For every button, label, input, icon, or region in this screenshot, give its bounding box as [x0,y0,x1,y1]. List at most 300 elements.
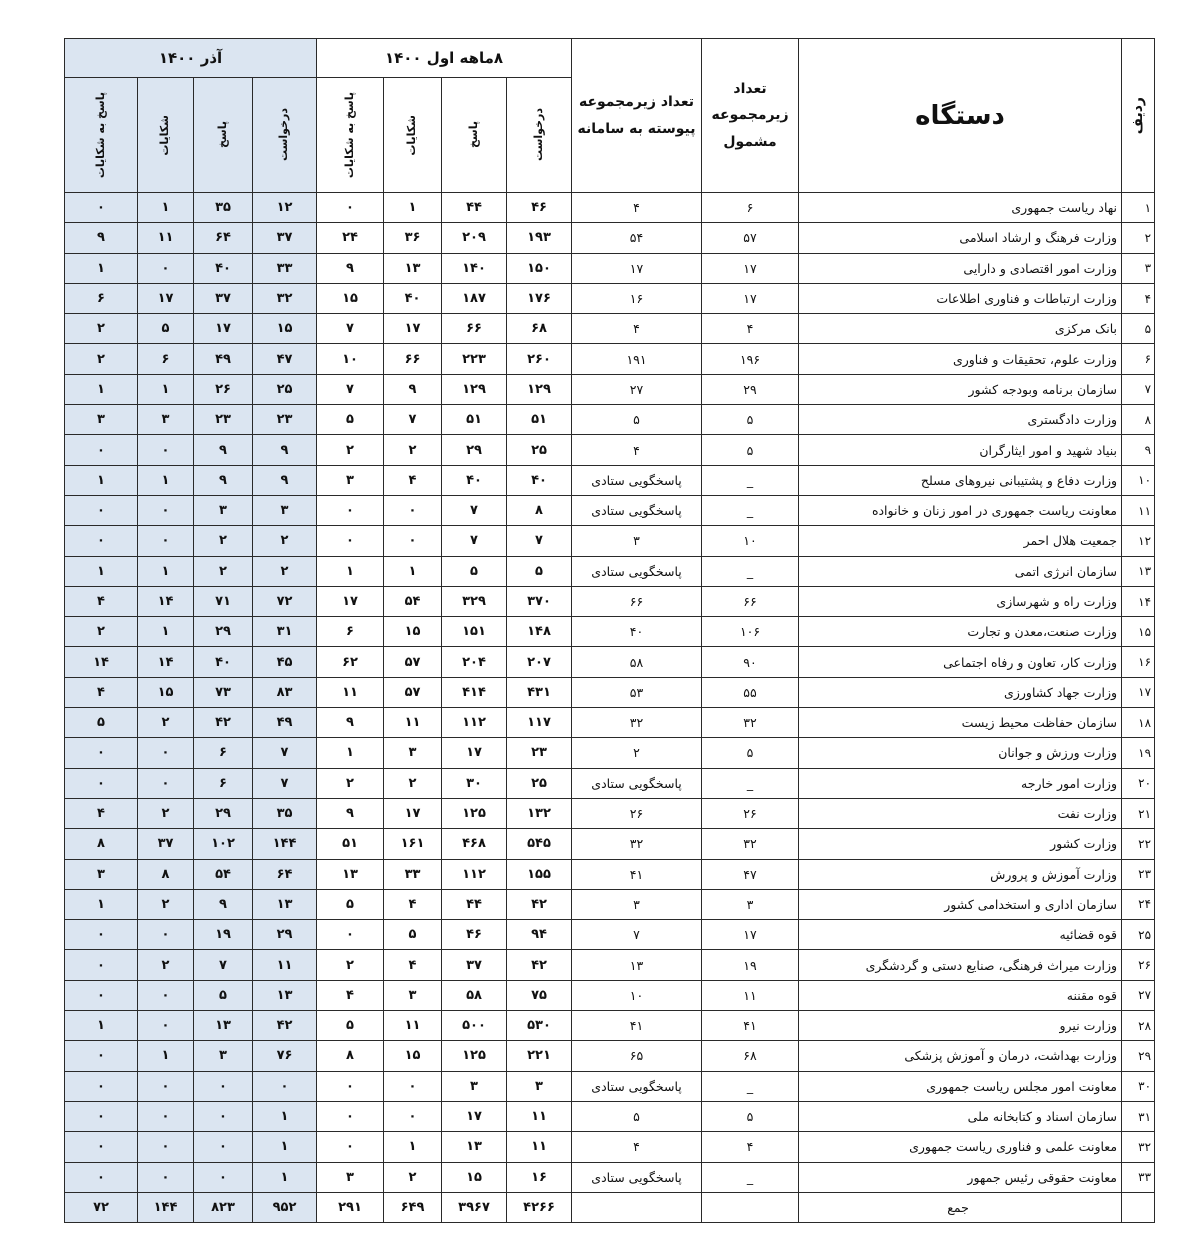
g2-pasokh-cell: ۴۲ [194,708,253,738]
sub-peyvaste-cell: ۱۳ [572,950,702,980]
g2-darkhast-cell: ۲ [253,526,317,556]
sub-mashmool-cell: _ [702,556,799,586]
sub-mashmool-cell: ۲۶ [702,798,799,828]
total-peyvaste-cell [572,1192,702,1222]
g2-pasokh-cell: ۳۵ [194,193,253,223]
g2-darkhast-cell: ۹ [253,465,317,495]
g1-pasokh-cell: ۱۱۲ [442,708,507,738]
dastgah-name-cell: وزارت امور اقتصادی و دارایی [799,253,1122,283]
g2-shekayat-cell: ۰ [138,1101,194,1131]
g1-pasokh-cell: ۲۲۳ [442,344,507,374]
g2-shekayat-cell: ۳ [138,405,194,435]
g2-pasokh-shekayat-cell: ۲ [65,344,138,374]
g2-shekayat-cell: ۰ [138,253,194,283]
g1-darkhast-cell: ۴۶ [507,193,572,223]
dastgah-name-cell: وزارت راه و شهرسازی [799,586,1122,616]
table-row [65,223,1155,253]
g1-shekayat-cell: ۲ [384,768,442,798]
g2-darkhast-cell: ۴۷ [253,344,317,374]
g2-pasokh-shekayat-cell: ۳ [65,859,138,889]
table-body [65,193,1155,1193]
g1-pasokh-cell: ۱۱۲ [442,859,507,889]
g1-pasokh-shekayat-cell: ۱۷ [317,586,384,616]
sub-mashmool-header: تعداد زیرمجموعه مشمول [702,39,799,193]
sub-mashmool-cell: ۱۹ [702,950,799,980]
g1-shekayat-cell: ۴ [384,950,442,980]
table-row [65,798,1155,828]
g2-darkhast-cell: ۷ [253,738,317,768]
sub-mashmool-cell: ۳۲ [702,708,799,738]
table-row [65,253,1155,283]
g2-darkhast-cell: ۳۵ [253,798,317,828]
sub-mashmool-cell: ۱۰۶ [702,617,799,647]
sub-mashmool-cell: ۴ [702,1132,799,1162]
g2-pasokh-shekayat-cell: ۰ [65,980,138,1010]
table-row [65,617,1155,647]
g2-darkhast-cell: ۳ [253,495,317,525]
table-row [65,768,1155,798]
g1-shekayat-cell: ۱۷ [384,798,442,828]
g2-pasokh-cell: ۰ [194,1071,253,1101]
g2-pasokh-shekayat-cell: ۰ [65,738,138,768]
report-table [64,38,1155,1223]
g1-shekayat-cell: ۱۱ [384,708,442,738]
g2-pasokh-cell: ۳۷ [194,283,253,313]
g2-pasokh-cell: ۰ [194,1162,253,1192]
g2-pasokh-cell: ۹ [194,435,253,465]
g2-shekayat-header: شکایات [138,78,194,193]
dastgah-header: دستگاه [799,39,1122,193]
g1-pasokh-shekayat-cell: ۹ [317,708,384,738]
sub-peyvaste-cell: ۵ [572,1101,702,1131]
g1-shekayat-cell: ۱۵ [384,617,442,647]
dastgah-name-cell: وزارت جهاد کشاورزی [799,677,1122,707]
g1-darkhast-cell: ۲۳ [507,738,572,768]
g2-darkhast-cell: ۴۲ [253,1011,317,1041]
sub-peyvaste-cell: ۷ [572,920,702,950]
sub-peyvaste-cell: ۴ [572,314,702,344]
g2-shekayat-cell: ۱۴ [138,647,194,677]
g2-shekayat-cell: ۳۷ [138,829,194,859]
radif-cell: ۲۸ [1122,1011,1155,1041]
g2-shekayat-cell: ۶ [138,344,194,374]
g1-darkhast-cell: ۴۰ [507,465,572,495]
dastgah-name-cell: وزارت میراث فرهنگی، صنایع دستی و گردشگری [799,950,1122,980]
g1-darkhast-cell: ۳۷۰ [507,586,572,616]
dastgah-name-cell: وزارت بهداشت، درمان و آموزش پزشکی [799,1041,1122,1071]
sub-peyvaste-cell: ۴ [572,193,702,223]
g2-pasokh-shekayat-cell: ۴ [65,798,138,828]
group-header-8month: ۸ماهه اول ۱۴۰۰ [317,39,572,78]
sub-mashmool-cell: _ [702,465,799,495]
g1-pasokh-shekayat-cell: ۳ [317,1162,384,1192]
table-row [65,465,1155,495]
g2-darkhast-cell: ۱۴۴ [253,829,317,859]
g2-darkhast-cell: ۷۶ [253,1041,317,1071]
g2-darkhast-cell: ۲ [253,556,317,586]
sub-peyvaste-cell: ۱۹۱ [572,344,702,374]
radif-cell: ۱۱ [1122,495,1155,525]
dastgah-name-cell: معاونت علمی و فناوری ریاست جمهوری [799,1132,1122,1162]
sub-mashmool-cell: ۱۰ [702,526,799,556]
total-label: جمع [799,1192,1122,1222]
g2-pasokh-cell: ۱۰۲ [194,829,253,859]
g2-shekayat-cell: ۰ [138,920,194,950]
sub-mashmool-cell: ۵۵ [702,677,799,707]
g2-shekayat-cell: ۰ [138,435,194,465]
dastgah-name-cell: وزارت دفاع و پشتیبانی نیروهای مسلح [799,465,1122,495]
sub-mashmool-cell: _ [702,1071,799,1101]
g1-pasokh-cell: ۳۷ [442,950,507,980]
dastgah-name-cell: سازمان اداری و استخدامی کشور [799,889,1122,919]
g2-pasokh-cell: ۲ [194,556,253,586]
g1-shekayat-cell: ۹ [384,374,442,404]
g2-pasokh-shekayat-cell: ۱ [65,374,138,404]
g1-shekayat-cell: ۱۵ [384,1041,442,1071]
radif-cell: ۱۴ [1122,586,1155,616]
g2-darkhast-cell: ۱۳ [253,980,317,1010]
sub-peyvaste-cell: پاسخگویی ستادی [572,465,702,495]
radif-cell: ۱۸ [1122,708,1155,738]
total-g1-pasokh: ۳۹۶۷ [442,1192,507,1222]
g1-pasokh-shekayat-cell: ۰ [317,920,384,950]
g1-darkhast-cell: ۵۳۰ [507,1011,572,1041]
g1-pasokh-shekayat-cell: ۹ [317,798,384,828]
sub-peyvaste-cell: پاسخگویی ستادی [572,495,702,525]
sub-mashmool-cell: ۶۶ [702,586,799,616]
g2-shekayat-cell: ۱۱ [138,223,194,253]
report-table-container [64,38,1154,1223]
g1-darkhast-cell: ۱۳۲ [507,798,572,828]
g1-darkhast-cell: ۱۵۵ [507,859,572,889]
g1-pasokh-cell: ۵۱ [442,405,507,435]
g1-darkhast-cell: ۱۶ [507,1162,572,1192]
sub-peyvaste-cell: ۱۶ [572,283,702,313]
sub-peyvaste-cell: ۵۴ [572,223,702,253]
g2-pasokh-cell: ۷۳ [194,677,253,707]
sub-mashmool-cell: ۴۱ [702,1011,799,1041]
g1-pasokh-cell: ۴۶۸ [442,829,507,859]
g1-shekayat-cell: ۱۱ [384,1011,442,1041]
radif-cell: ۷ [1122,374,1155,404]
group-header-azar: آذر ۱۴۰۰ [65,39,317,78]
g1-darkhast-cell: ۴۳۱ [507,677,572,707]
g1-pasokh-header: پاسخ [442,78,507,193]
sub-peyvaste-cell: ۳ [572,889,702,919]
g2-shekayat-cell: ۱۵ [138,677,194,707]
g2-pasokh-shekayat-cell: ۱۴ [65,647,138,677]
g1-pasokh-cell: ۳۰ [442,768,507,798]
sub-mashmool-cell: ۲۹ [702,374,799,404]
g2-pasokh-shekayat-cell: ۹ [65,223,138,253]
g1-pasokh-cell: ۶۶ [442,314,507,344]
dastgah-name-cell: وزارت ورزش و جوانان [799,738,1122,768]
sub-mashmool-cell: ۵۷ [702,223,799,253]
g2-shekayat-cell: ۵ [138,314,194,344]
total-g2-pasokh: ۸۲۳ [194,1192,253,1222]
table-row [65,859,1155,889]
g1-shekayat-cell: ۱ [384,193,442,223]
g2-pasokh-shekayat-cell: ۵ [65,708,138,738]
g2-shekayat-cell: ۲ [138,950,194,980]
g1-darkhast-cell: ۷۵ [507,980,572,1010]
table-row [65,314,1155,344]
table-row [65,283,1155,313]
dastgah-name-cell: قوه قضائیه [799,920,1122,950]
total-g2-pasokh-shekayat: ۷۲ [65,1192,138,1222]
sub-peyvaste-cell: ۶۵ [572,1041,702,1071]
dastgah-name-cell: سازمان حفاظت محیط زیست [799,708,1122,738]
table-row [65,193,1155,223]
g2-shekayat-cell: ۱ [138,617,194,647]
g2-darkhast-cell: ۱۲ [253,193,317,223]
radif-cell: ۳۳ [1122,1162,1155,1192]
table-row [65,344,1155,374]
dastgah-name-cell: وزارت نیرو [799,1011,1122,1041]
g2-pasokh-cell: ۷ [194,950,253,980]
g1-pasokh-cell: ۴۶ [442,920,507,950]
g1-shekayat-cell: ۵ [384,920,442,950]
g1-shekayat-cell: ۴ [384,889,442,919]
g2-darkhast-cell: ۶۴ [253,859,317,889]
g1-pasokh-shekayat-cell: ۰ [317,1132,384,1162]
g2-shekayat-cell: ۱۴ [138,586,194,616]
sub-mashmool-cell: ۱۹۶ [702,344,799,374]
sub-mashmool-cell: ۴ [702,314,799,344]
g2-darkhast-cell: ۳۳ [253,253,317,283]
g2-shekayat-cell: ۱ [138,374,194,404]
sub-peyvaste-cell: ۴ [572,1132,702,1162]
g1-darkhast-cell: ۷ [507,526,572,556]
table-row [65,556,1155,586]
table-row [65,980,1155,1010]
g1-darkhast-cell: ۵۴۵ [507,829,572,859]
g1-darkhast-cell: ۴۲ [507,889,572,919]
sub-peyvaste-cell: ۵۳ [572,677,702,707]
dastgah-name-cell: سازمان برنامه وبودجه کشور [799,374,1122,404]
g2-darkhast-cell: ۹ [253,435,317,465]
g1-pasokh-shekayat-cell: ۵ [317,1011,384,1041]
g1-pasokh-shekayat-cell: ۱۳ [317,859,384,889]
g2-darkhast-cell: ۱ [253,1101,317,1131]
g2-shekayat-cell: ۱ [138,556,194,586]
g2-pasokh-cell: ۲۹ [194,617,253,647]
sub-peyvaste-cell: ۲ [572,738,702,768]
g2-pasokh-cell: ۴۰ [194,647,253,677]
sub-mashmool-cell: ۵ [702,1101,799,1131]
g2-pasokh-cell: ۱۳ [194,1011,253,1041]
g1-pasokh-cell: ۴۱۴ [442,677,507,707]
sub-peyvaste-cell: ۱۷ [572,253,702,283]
g2-pasokh-shekayat-cell: ۸ [65,829,138,859]
g2-pasokh-cell: ۹ [194,889,253,919]
radif-cell: ۶ [1122,344,1155,374]
g1-pasokh-shekayat-cell: ۲۴ [317,223,384,253]
g1-pasokh-cell: ۲۹ [442,435,507,465]
dastgah-name-cell: بانک مرکزی [799,314,1122,344]
g2-pasokh-shekayat-cell: ۰ [65,435,138,465]
g1-pasokh-cell: ۱۷ [442,738,507,768]
table-row [65,738,1155,768]
g1-pasokh-shekayat-cell: ۱ [317,738,384,768]
g2-darkhast-cell: ۱۳ [253,889,317,919]
g1-pasokh-cell: ۷ [442,495,507,525]
g1-pasokh-cell: ۱۸۷ [442,283,507,313]
g2-pasokh-shekayat-cell: ۱ [65,1011,138,1041]
dastgah-name-cell: وزارت فرهنگ و ارشاد اسلامی [799,223,1122,253]
g2-shekayat-cell: ۰ [138,738,194,768]
g2-pasokh-shekayat-cell: ۱ [65,465,138,495]
table-row [65,1011,1155,1041]
table-row [65,920,1155,950]
g1-pasokh-shekayat-cell: ۲ [317,768,384,798]
g1-darkhast-cell: ۲۰۷ [507,647,572,677]
radif-cell: ۴ [1122,283,1155,313]
sub-mashmool-cell: _ [702,1162,799,1192]
sub-mashmool-cell: _ [702,768,799,798]
g2-shekayat-cell: ۰ [138,526,194,556]
g1-shekayat-cell: ۲ [384,435,442,465]
sub-peyvaste-cell: پاسخگویی ستادی [572,1071,702,1101]
g1-shekayat-cell: ۰ [384,1071,442,1101]
g1-shekayat-cell: ۷ [384,405,442,435]
g2-darkhast-cell: ۸۳ [253,677,317,707]
radif-cell: ۳۱ [1122,1101,1155,1131]
dastgah-name-cell: وزارت نفت [799,798,1122,828]
total-mashmool-cell [702,1192,799,1222]
sub-mashmool-cell: ۶۸ [702,1041,799,1071]
g2-pasokh-shekayat-cell: ۲ [65,617,138,647]
g2-pasokh-shekayat-cell: ۰ [65,920,138,950]
g2-pasokh-cell: ۹ [194,465,253,495]
g1-pasokh-shekayat-cell: ۱ [317,556,384,586]
g2-shekayat-cell: ۰ [138,1071,194,1101]
g1-pasokh-cell: ۳۲۹ [442,586,507,616]
g1-shekayat-cell: ۱۳ [384,253,442,283]
total-g2-shekayat: ۱۴۴ [138,1192,194,1222]
g2-darkhast-cell: ۱ [253,1132,317,1162]
table-row [65,1101,1155,1131]
g1-shekayat-cell: ۰ [384,526,442,556]
g1-pasokh-shekayat-header: پاسخ به شکایات [317,78,384,193]
sub-peyvaste-cell: پاسخگویی ستادی [572,768,702,798]
g2-pasokh-shekayat-cell: ۱ [65,253,138,283]
g1-darkhast-cell: ۴۲ [507,950,572,980]
g2-pasokh-cell: ۲ [194,526,253,556]
sub-peyvaste-cell: ۴ [572,435,702,465]
g1-pasokh-shekayat-cell: ۴ [317,980,384,1010]
g1-pasokh-cell: ۵ [442,556,507,586]
g2-pasokh-shekayat-cell: ۴ [65,586,138,616]
sub-mashmool-cell: ۱۱ [702,980,799,1010]
g2-darkhast-cell: ۰ [253,1071,317,1101]
dastgah-name-cell: معاونت حقوقی رئیس جمهور [799,1162,1122,1192]
g2-pasokh-cell: ۰ [194,1132,253,1162]
g1-pasokh-cell: ۴۴ [442,889,507,919]
table-row [65,647,1155,677]
g2-pasokh-shekayat-cell: ۶ [65,283,138,313]
g2-pasokh-cell: ۶ [194,768,253,798]
g1-pasokh-shekayat-cell: ۰ [317,495,384,525]
g2-darkhast-cell: ۳۱ [253,617,317,647]
g1-darkhast-cell: ۲۵ [507,768,572,798]
radif-header: ردیف [1122,39,1155,193]
g1-shekayat-cell: ۳ [384,980,442,1010]
g2-pasokh-shekayat-cell: ۲ [65,314,138,344]
sub-peyvaste-cell: ۲۶ [572,798,702,828]
radif-cell: ۲۹ [1122,1041,1155,1071]
dastgah-name-cell: وزارت امور خارجه [799,768,1122,798]
g2-pasokh-cell: ۴۹ [194,344,253,374]
g2-shekayat-cell: ۱ [138,1041,194,1071]
g2-pasokh-shekayat-cell: ۰ [65,526,138,556]
radif-cell: ۳۰ [1122,1071,1155,1101]
g2-darkhast-cell: ۴۹ [253,708,317,738]
sub-peyvaste-cell: ۳ [572,526,702,556]
g1-pasokh-cell: ۱۲۹ [442,374,507,404]
g1-pasokh-cell: ۲۰۹ [442,223,507,253]
g1-pasokh-cell: ۵۸ [442,980,507,1010]
dastgah-name-cell: نهاد ریاست جمهوری [799,193,1122,223]
g1-darkhast-cell: ۶۸ [507,314,572,344]
g1-pasokh-cell: ۱۵۱ [442,617,507,647]
g2-darkhast-cell: ۷۲ [253,586,317,616]
total-row [65,1192,1155,1222]
sub-mashmool-cell: ۵ [702,738,799,768]
sub-peyvaste-cell: پاسخگویی ستادی [572,556,702,586]
dastgah-name-cell: وزارت صنعت،معدن و تجارت [799,617,1122,647]
g2-shekayat-cell: ۱ [138,465,194,495]
g1-shekayat-cell: ۳۳ [384,859,442,889]
radif-cell: ۵ [1122,314,1155,344]
g1-shekayat-cell: ۰ [384,495,442,525]
radif-cell: ۲۲ [1122,829,1155,859]
g1-shekayat-cell: ۳۶ [384,223,442,253]
table-row [65,889,1155,919]
g1-pasokh-cell: ۴۰ [442,465,507,495]
g1-shekayat-cell: ۱۶۱ [384,829,442,859]
g1-pasokh-shekayat-cell: ۸ [317,1041,384,1071]
radif-cell: ۹ [1122,435,1155,465]
total-g1-darkhast: ۴۲۶۶ [507,1192,572,1222]
g2-shekayat-cell: ۰ [138,1011,194,1041]
g2-shekayat-cell: ۲ [138,798,194,828]
sub-peyvaste-cell: ۴۰ [572,617,702,647]
radif-cell: ۱۷ [1122,677,1155,707]
table-row [65,950,1155,980]
table-row [65,526,1155,556]
g1-darkhast-cell: ۱۴۸ [507,617,572,647]
g1-pasokh-shekayat-cell: ۱۱ [317,677,384,707]
sub-peyvaste-header: تعداد زیرمجموعه پیوسته به سامانه [572,39,702,193]
table-row [65,829,1155,859]
radif-cell: ۳ [1122,253,1155,283]
sub-mashmool-cell: ۹۰ [702,647,799,677]
g1-darkhast-cell: ۵۱ [507,405,572,435]
table-row [65,495,1155,525]
g1-pasokh-cell: ۱۲۵ [442,798,507,828]
table-row [65,1041,1155,1071]
g1-pasokh-shekayat-cell: ۵۱ [317,829,384,859]
g2-pasokh-cell: ۷۱ [194,586,253,616]
g1-darkhast-cell: ۵ [507,556,572,586]
g1-shekayat-cell: ۵۷ [384,647,442,677]
g1-pasokh-cell: ۳ [442,1071,507,1101]
dastgah-name-cell: معاونت ریاست جمهوری در امور زنان و خانواده [799,495,1122,525]
g2-pasokh-cell: ۶ [194,738,253,768]
sub-mashmool-cell: ۱۷ [702,253,799,283]
g2-pasokh-shekayat-cell: ۰ [65,950,138,980]
